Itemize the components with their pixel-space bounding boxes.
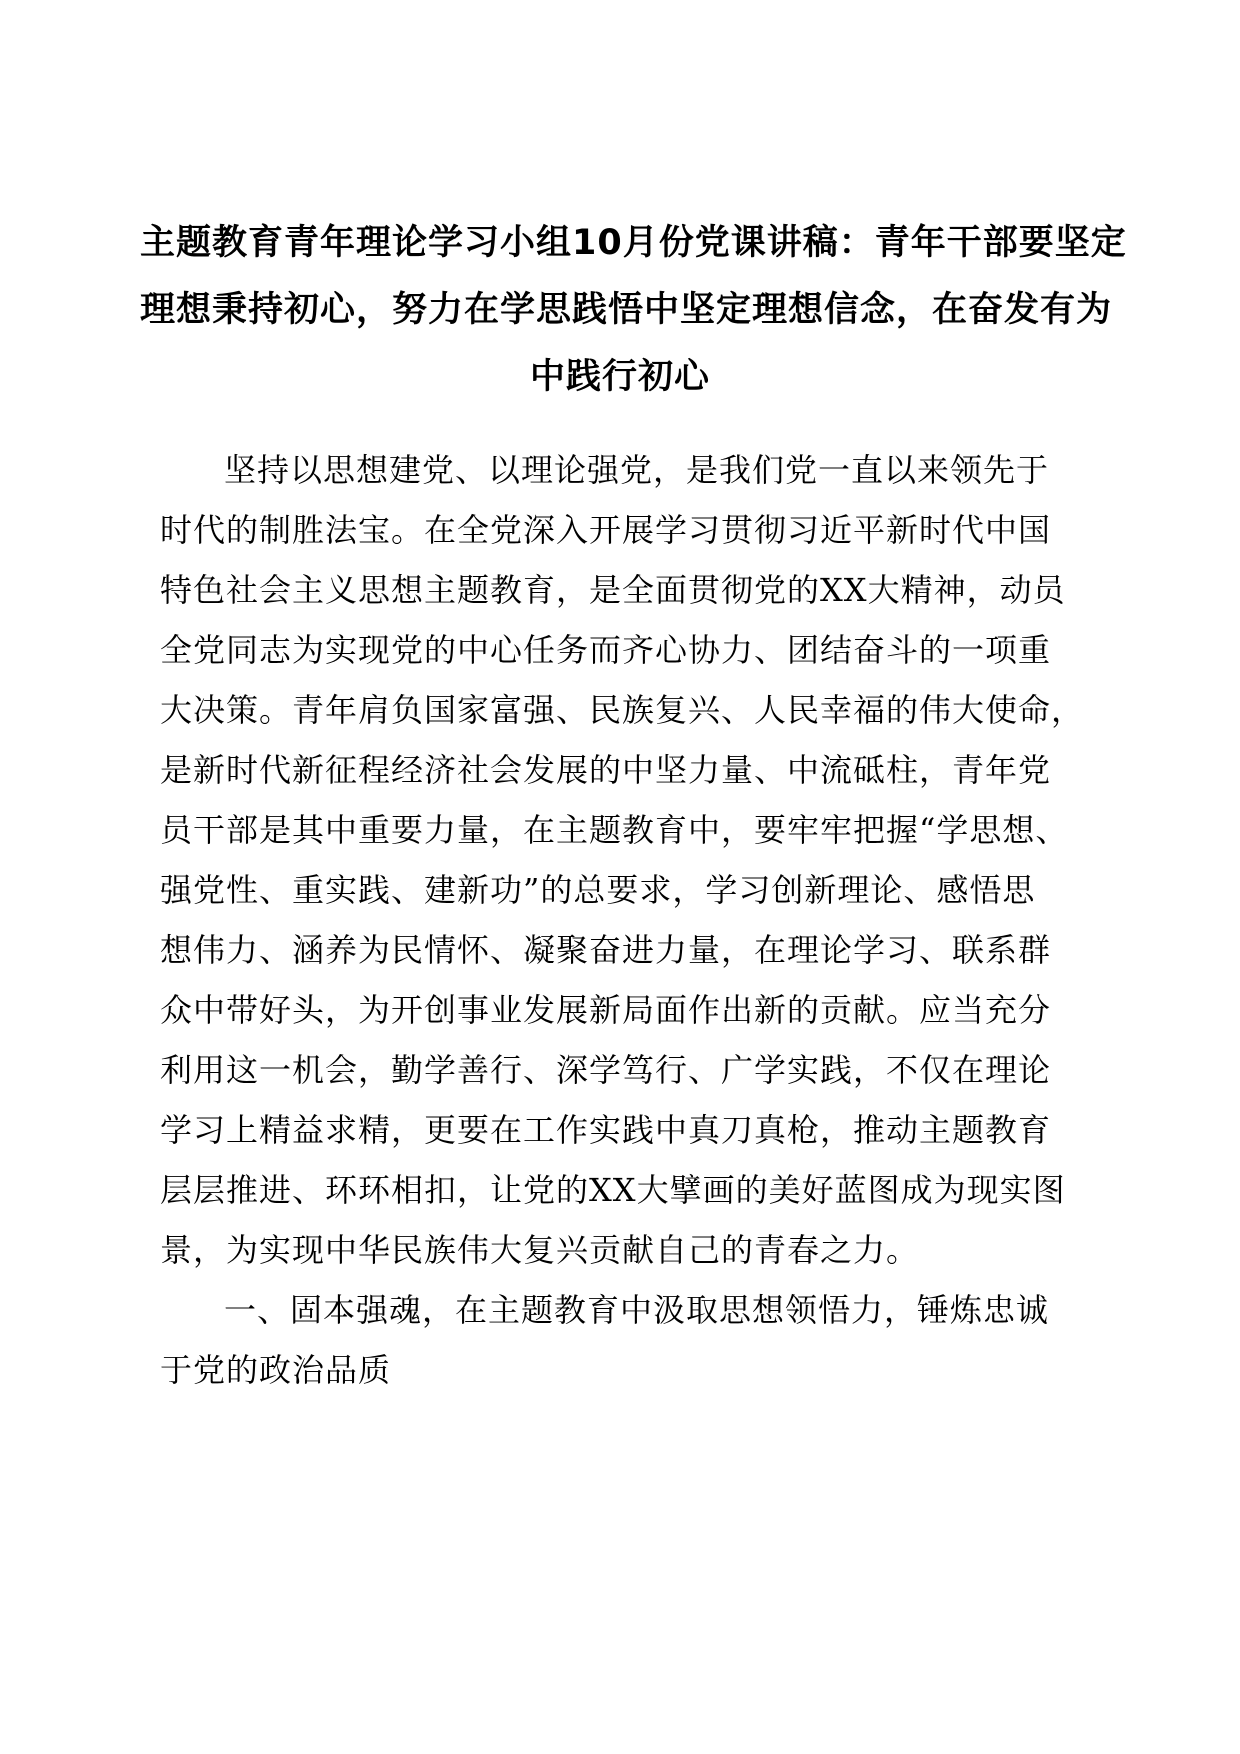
body-line: 想伟力、涵养为民情怀、凝聚奋进力量，在理论学习、联系群 — [160, 931, 1052, 969]
section-heading-1 — [160, 1280, 1120, 1400]
body-line: 全党同志为实现党的中心任务而齐心协力、团结奋斗的一项重 — [160, 631, 1052, 669]
body-line: 时代的制胜法宝。在全党深入开展学习贯彻习近平新时代中国 — [160, 511, 1052, 549]
title-line: 理想秉持初心，努力在学思践悟中坚定理想信念，在奋发有为 — [140, 290, 1113, 330]
body-line: 景，为实现中华民族伟大复兴贡献自己的青春之力。 — [160, 1231, 920, 1269]
body-line: 层层推进、环环相扣，让党的XX大擘画的美好蓝图成为现实图 — [160, 1171, 1066, 1209]
body-line: 利用这一机会，勤学善行、深学笃行、广学实践，不仅在理论 — [160, 1051, 1052, 1089]
document-title — [140, 210, 1127, 411]
body-line: 强党性、重实践、建新功”的总要求，学习创新理论、感悟思 — [160, 871, 1036, 909]
intro-paragraph — [160, 440, 1120, 1280]
heading-line: 一、固本强魂，在主题教育中汲取思想领悟力，锤炼忠诚 — [224, 1291, 1050, 1329]
title-line: 中践行初心 — [529, 357, 710, 397]
body-line: 众中带好头，为开创事业发展新局面作出新的贡献。应当充分 — [160, 991, 1052, 1029]
body-line: 大决策。青年肩负国家富强、民族复兴、人民幸福的伟大使命， — [160, 691, 1085, 729]
body-line: 员干部是其中重要力量，在主题教育中，要牢牢把握“学思想、 — [160, 811, 1069, 849]
body-line: 是新时代新征程经济社会发展的中坚力量、中流砥柱，青年党 — [160, 751, 1052, 789]
title-line: 主题教育青年理论学习小组10月份党课讲稿：青年干部要坚定 — [140, 223, 1127, 263]
body-line: 特色社会主义思想主题教育，是全面贯彻党的XX大精神，动员 — [160, 571, 1066, 609]
body-line: 学习上精益求精，更要在工作实践中真刀真枪，推动主题教育 — [160, 1111, 1052, 1149]
document-body — [160, 440, 1120, 1400]
body-line: 坚持以思想建党、以理论强党，是我们党一直以来领先于 — [224, 451, 1050, 489]
heading-line: 于党的政治品质 — [160, 1351, 392, 1389]
